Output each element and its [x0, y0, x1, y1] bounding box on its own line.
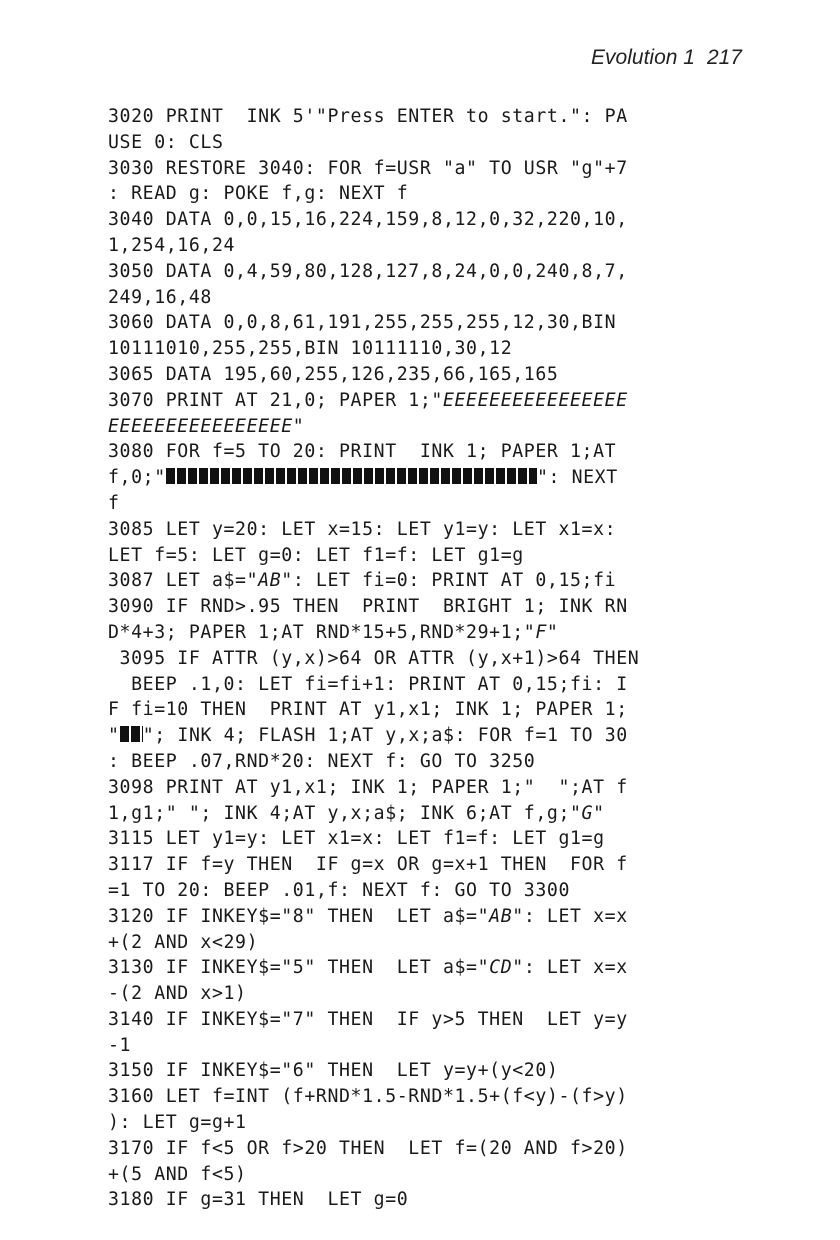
- code-text: 3160 LET f=INT (f+RND*1.5-RND*1.5+(f<y)-(f>y): [108, 1086, 628, 1108]
- code-text: 3065 DATA 195,60,255,126,235,66,165,165: [108, 363, 559, 385]
- code-text: 1,g1;" "; INK 4;AT y,x;a$; INK 6;AT f,g;": [108, 802, 582, 824]
- code-text: 3080 FOR f=5 TO 20: PRINT INK 1; PAPER 1;AT: [108, 441, 617, 463]
- code-text: 3040 DATA 0,0,15,16,224,159,8,12,0,32,220,10,: [108, 209, 628, 231]
- code-line: [108, 517, 778, 543]
- code-text: -(2 AND x>1): [108, 983, 247, 1005]
- code-text: 3170 IF f<5 OR f>20 THEN LET f=(20 AND f>20): [108, 1137, 628, 1159]
- code-text: ): LET g=g+1: [108, 1112, 247, 1134]
- code-line: [108, 878, 778, 904]
- code-line: [108, 904, 778, 930]
- code-line: [108, 233, 778, 259]
- code-line: [108, 826, 778, 852]
- code-text: "; INK 4; FLASH 1;AT y,x;a$: FOR f=1 TO 30: [142, 725, 628, 747]
- code-text: F fi=10 THEN PRINT AT y1,x1; INK 1; PAPER 1;: [108, 699, 628, 721]
- code-line: [108, 543, 778, 569]
- code-line: [108, 1110, 778, 1136]
- code-line: [108, 1033, 778, 1059]
- code-line: [108, 104, 778, 130]
- code-line: [108, 1187, 778, 1213]
- code-text: ": [292, 415, 305, 437]
- code-text: LET f=5: LET g=0: LET f1=f: LET g1=g: [108, 544, 524, 566]
- code-text: ": [593, 802, 605, 824]
- code-text: 3180 IF g=31 THEN LET g=0: [108, 1189, 409, 1211]
- code-line: [108, 465, 778, 491]
- code-line: [108, 130, 778, 156]
- code-line: [108, 414, 778, 440]
- code-line: [108, 620, 778, 646]
- chapter-title: Evolution 1: [591, 46, 695, 69]
- code-text: 3120 IF INKEY$="8" THEN LET a$=": [108, 905, 490, 927]
- code-text: 10111010,255,255,BIN 10111110,30,12: [108, 338, 513, 360]
- code-text: 1,254,16,24: [108, 234, 236, 256]
- code-line: [108, 259, 778, 285]
- udg-graphic-text: AB: [258, 570, 282, 592]
- code-line: [108, 852, 778, 878]
- code-text: +(5 AND f<5): [108, 1163, 247, 1185]
- code-line: [108, 181, 778, 207]
- code-text: ": LET x=x: [512, 905, 628, 927]
- code-line: [108, 388, 778, 414]
- code-line: [108, 955, 778, 981]
- code-line: [108, 207, 778, 233]
- code-text: 3095 IF ATTR (y,x)>64 OR ATTR (y,x+1)>64 THEN: [108, 647, 640, 669]
- code-line: [108, 336, 778, 362]
- code-text: : READ g: POKE f,g: NEXT f: [108, 183, 409, 205]
- code-text: ": LET x=x: [512, 957, 628, 979]
- basic-program-listing: [108, 104, 778, 1213]
- code-line: [108, 775, 778, 801]
- code-text: 3070 PRINT AT 21,0; PAPER 1;": [108, 389, 443, 411]
- udg-graphic-text: F: [535, 621, 547, 643]
- code-line: [108, 1136, 778, 1162]
- code-line: [108, 568, 778, 594]
- code-line: [108, 930, 778, 956]
- code-line: [108, 801, 778, 827]
- code-line: [108, 310, 778, 336]
- code-text: BEEP .1,0: LET fi=fi+1: PRINT AT 0,15;fi: I: [108, 673, 628, 695]
- code-text: USE 0: CLS: [108, 131, 224, 153]
- code-text: 3117 IF f=y THEN IF g=x OR g=x+1 THEN FOR f: [108, 854, 628, 876]
- code-line: [108, 1162, 778, 1188]
- graphic-block-chars: [120, 726, 143, 742]
- code-line: [108, 1007, 778, 1033]
- page-number: 217: [706, 46, 742, 69]
- code-text: 3090 IF RND>.95 THEN PRINT BRIGHT 1; INK RN: [108, 596, 628, 618]
- udg-graphic-text: EEEEEEEEEEEEEEEE: [442, 389, 628, 411]
- code-text: f,0;": [108, 467, 166, 489]
- udg-graphic-text: CD: [489, 957, 513, 979]
- code-line: [108, 439, 778, 465]
- graphic-block-chars: [166, 468, 537, 484]
- code-text: D*4+3; PAPER 1;AT RND*15+5,RND*29+1;": [108, 621, 536, 643]
- code-line: [108, 981, 778, 1007]
- code-text: ": [108, 725, 120, 747]
- udg-graphic-text: EEEEEEEEEEEEEEEE: [108, 415, 293, 437]
- code-line: [108, 749, 778, 775]
- code-text: 249,16,48: [108, 286, 212, 308]
- code-text: ": LET fi=0: PRINT AT 0,15;fi: [281, 570, 617, 592]
- code-text: 3060 DATA 0,0,8,61,191,255,255,255,12,30,BIN: [108, 312, 617, 334]
- udg-graphic-text: AB: [489, 905, 513, 927]
- code-text: ": NEXT: [536, 467, 618, 489]
- code-text: 3150 IF INKEY$="6" THEN LET y=y+(y<20): [108, 1060, 559, 1082]
- code-text: 3140 IF INKEY$="7" THEN IF y>5 THEN LET y=y: [108, 1008, 628, 1030]
- code-text: 3030 RESTORE 3040: FOR f=USR "a" TO USR "g"+7: [108, 157, 628, 179]
- code-text: 3050 DATA 0,4,59,80,128,127,8,24,0,0,240,8,7,: [108, 260, 628, 282]
- code-line: [108, 491, 778, 517]
- page-header: [591, 46, 742, 70]
- code-text: =1 TO 20: BEEP .01,f: NEXT f: GO TO 3300: [108, 879, 570, 901]
- code-line: [108, 594, 778, 620]
- code-text: 3115 LET y1=y: LET x1=x: LET f1=f: LET g1=g: [108, 828, 605, 850]
- code-text: 3020 PRINT INK 5'"Press ENTER to start.": PA: [108, 106, 628, 127]
- code-line: [108, 697, 778, 723]
- code-text: 3098 PRINT AT y1,x1; INK 1; PAPER 1;" ";AT f: [108, 776, 628, 798]
- code-line: [108, 156, 778, 182]
- code-line: [108, 672, 778, 698]
- code-line: [108, 646, 778, 672]
- code-line: [108, 723, 778, 749]
- code-line: [108, 285, 778, 311]
- code-text: 3087 LET a$=": [108, 570, 259, 592]
- code-line: [108, 1058, 778, 1084]
- udg-graphic-text: G: [581, 802, 594, 824]
- code-line: [108, 362, 778, 388]
- code-text: +(2 AND x<29): [108, 931, 259, 953]
- code-text: -1: [108, 1034, 132, 1056]
- code-text: : BEEP .07,RND*20: NEXT f: GO TO 3250: [108, 750, 536, 772]
- code-line: [108, 1084, 778, 1110]
- code-text: 3085 LET y=20: LET x=15: LET y1=y: LET x1=x:: [108, 518, 617, 540]
- code-text: 3130 IF INKEY$="5" THEN LET a$=": [108, 957, 490, 979]
- code-text: f: [108, 492, 120, 514]
- code-text: ": [546, 621, 559, 643]
